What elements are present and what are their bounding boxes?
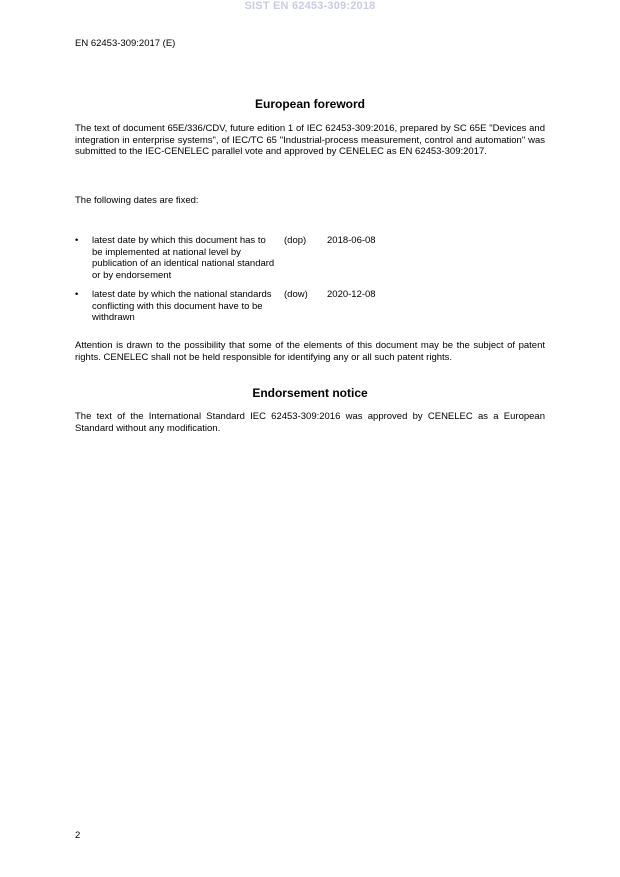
- document-identifier: EN 62453-309:2017 (E): [75, 38, 176, 49]
- foreword-title: European foreword: [254, 97, 365, 111]
- watermark: SIST EN 62453-309:2018: [244, 0, 376, 12]
- dates-list: [75, 235, 545, 343]
- date-item-dow: [75, 289, 545, 343]
- page-number: 2: [75, 830, 81, 841]
- date-item-abbreviation: (dop): [284, 235, 307, 246]
- date-item-date: 2020-12-08: [327, 289, 376, 300]
- endorsement-title: Endorsement notice: [252, 386, 368, 400]
- bullet-icon: •: [75, 235, 79, 246]
- foreword-intro-paragraph: The text of document 65E/336/CDV, future edition 1 of IEC 62453-309:2016, prepared by SC 65E "Devices and integration in enterprise systems", of IEC/TC 65 "Industrial-process measurement, control and automation" was submitted to the IEC-CENELEC parallel vote and approved by CENELEC as EN 62453-309:2017.: [75, 123, 545, 157]
- date-item-dop: [75, 235, 545, 289]
- dates-intro-paragraph: The following dates are fixed:: [75, 195, 199, 206]
- date-item-description: latest date by which the national standards conflicting with this document have to be withdrawn: [92, 289, 272, 323]
- date-item-description: latest date by which this document has to be implemented at national level by publication of an identical national standard or by endorsement: [92, 235, 275, 281]
- endorsement-paragraph: The text of the International Standard IEC 62453-309:2016 was approved by CENELEC as a European Standard without any modification.: [75, 411, 545, 434]
- date-item-date: 2018-06-08: [327, 235, 376, 246]
- date-item-abbreviation: (dow): [284, 289, 308, 300]
- patent-notice-paragraph: Attention is drawn to the possibility that some of the elements of this document may be the subject of patent rights. CENELEC shall not be held responsible for identifying any or all such patent rights.: [75, 340, 545, 363]
- bullet-icon: •: [75, 289, 79, 300]
